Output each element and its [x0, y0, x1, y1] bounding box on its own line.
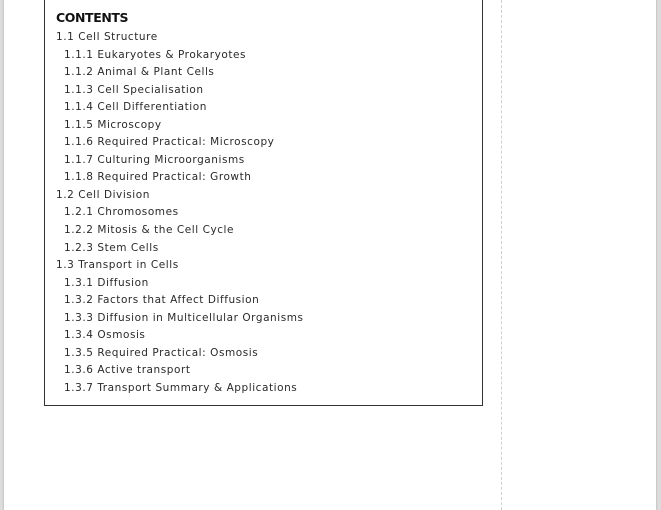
- toc-entry[interactable]: 1.1.2 Animal & Plant Cells: [64, 66, 215, 79]
- toc-entry[interactable]: 1.1.4 Cell Differentiation: [64, 101, 207, 114]
- table-of-contents: [44, 0, 483, 406]
- toc-entry[interactable]: 1.3.4 Osmosis: [64, 329, 146, 342]
- toc-entry[interactable]: 1.2.1 Chromosomes: [64, 206, 179, 219]
- toc-entry[interactable]: 1.3.3 Diffusion in Multicellular Organisms: [64, 311, 304, 324]
- toc-entry[interactable]: 1.2.3 Stem Cells: [64, 241, 159, 254]
- margin-guide: [501, 0, 502, 510]
- toc-entry-section[interactable]: 1.3 Transport in Cells: [56, 259, 179, 272]
- toc-entry[interactable]: 1.1.3 Cell Specialisation: [64, 83, 204, 96]
- toc-entry[interactable]: 1.3.7 Transport Summary & Applications: [64, 381, 298, 394]
- toc-entry-section[interactable]: 1.1 Cell Structure: [56, 31, 158, 43]
- toc-entry[interactable]: 1.2.2 Mitosis & the Cell Cycle: [64, 224, 235, 237]
- toc-entry[interactable]: 1.1.6 Required Practical: Microscopy: [64, 136, 275, 149]
- toc-entry[interactable]: 1.3.6 Active transport: [64, 364, 191, 377]
- toc-entry[interactable]: 1.1.8 Required Practical: Growth: [64, 171, 252, 184]
- toc-title: CONTENTS: [56, 10, 129, 25]
- toc-entry[interactable]: 1.1.5 Microscopy: [64, 118, 162, 131]
- toc-entry[interactable]: 1.1.7 Culturing Microorganisms: [64, 153, 245, 166]
- toc-entry-section[interactable]: 1.2 Cell Division: [56, 188, 150, 201]
- toc-entry[interactable]: 1.1.1 Eukaryotes & Prokaryotes: [64, 48, 247, 61]
- toc-entry[interactable]: 1.3.1 Diffusion: [64, 276, 149, 289]
- document-page: [4, 0, 656, 510]
- toc-entry[interactable]: 1.3.2 Factors that Affect Diffusion: [64, 294, 260, 307]
- toc-list: [56, 29, 304, 397]
- toc-entry[interactable]: 1.3.5 Required Practical: Osmosis: [64, 346, 259, 359]
